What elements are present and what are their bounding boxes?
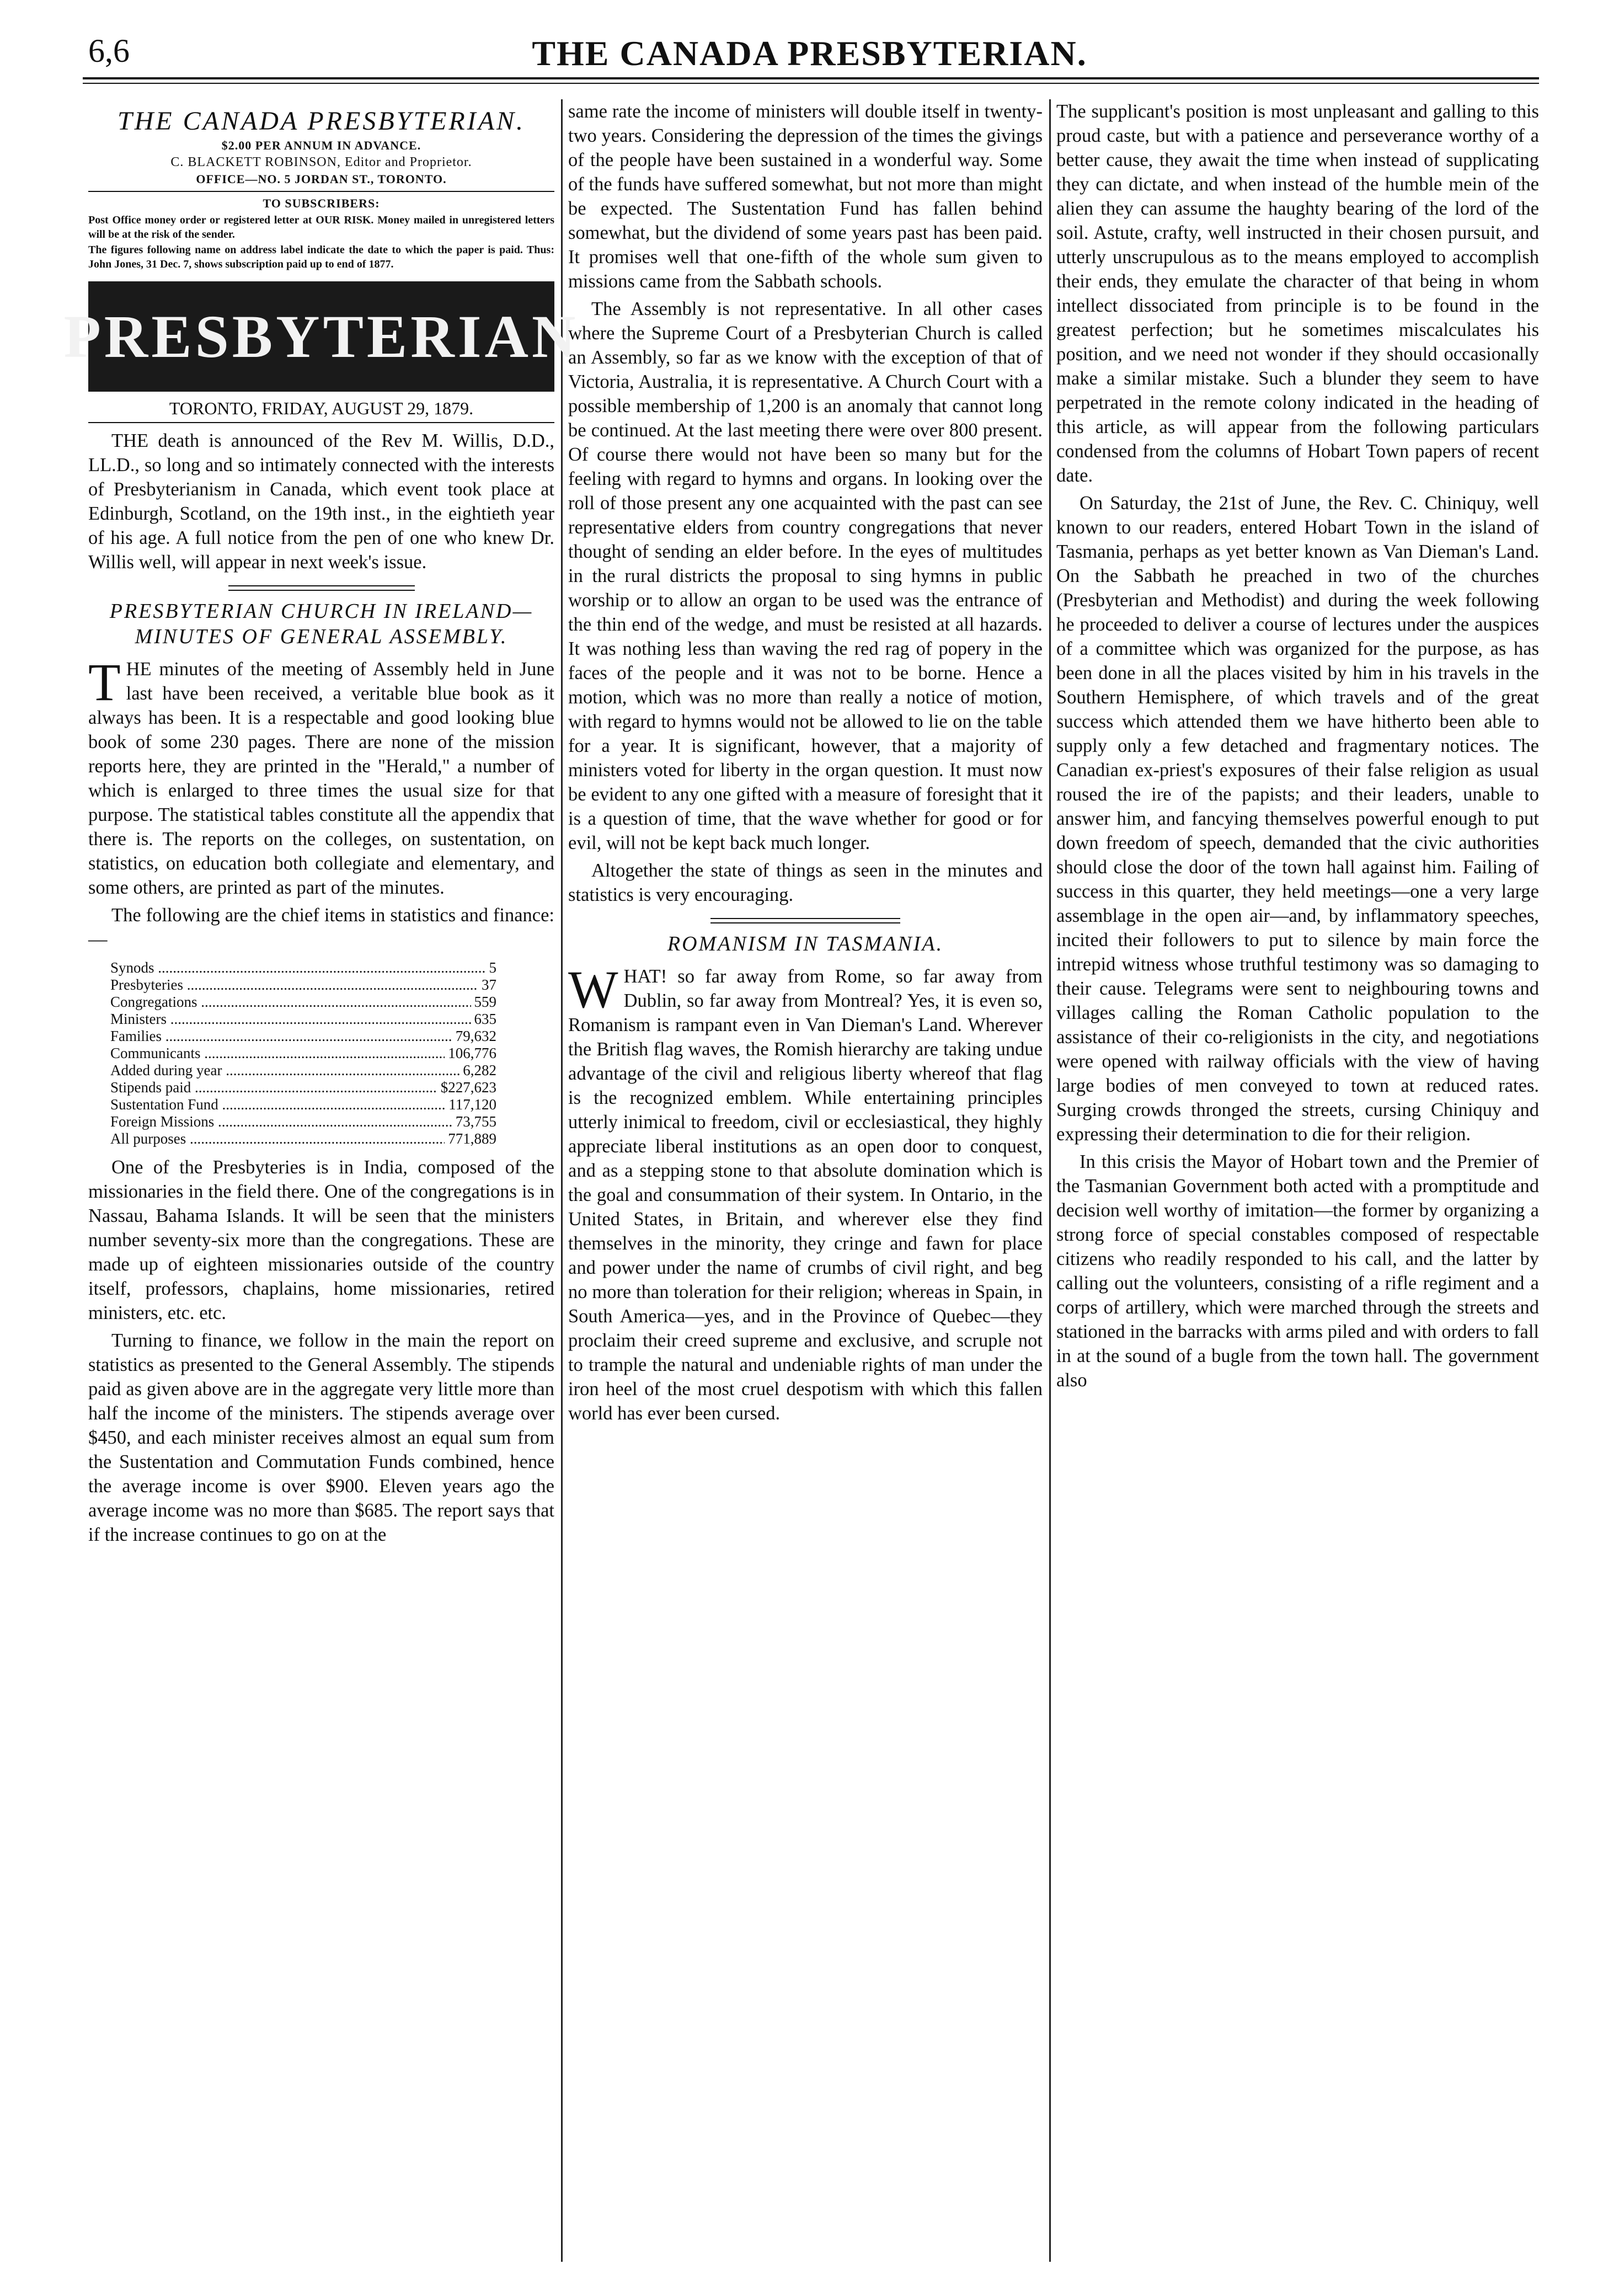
column-divider: [561, 99, 563, 2262]
stat-value: 79,632: [455, 1028, 496, 1044]
masthead-terms: $2.00 PER ANNUM IN ADVANCE.: [221, 138, 421, 152]
article-paragraph: same rate the income of ministers will double itself in twenty-two years. Considering the depression of the times the givings of the people have been sustained in a wonderful way. Some of the funds have suffered somewhat, but not more than might be expected. The Sustentation Fund has fallen behind somewhat, but the dividend of some years past has been paid. It promises well that one-fifth of the whole sum given to missions came from the Sabbath schools.: [568, 101, 1043, 292]
stat-label: Presbyteries .....: [110, 976, 478, 994]
article-paragraph: The supplicant's position is most unpleasant and galling to this proud caste, but with a patience and perseverance worthy of a better cause, they await the time when instead of supplicating they can dictate, and when instead of the humble mein of the alien they can assume the haughty bearing of the lord of the soil. Astute, crafty, well instructed in their chosen pursuit, and utterly unscrupulous as to the means employed to accomplish their ends, they emulate the character of that being in whom intellect dissociated from principle is to be found in the greatest perfection; but he sometimes miscalculates his position, and we need not wonder if they should occasionally make a similar mistake. Such a blunder they seem to have perpetrated in the remote colony indicated in the heading of this article, as will appear from the following particulars condensed from the columns of Hobart Town papers of recent date.: [1056, 101, 1539, 486]
article-title: PRESBYTERIAN CHURCH IN IRELAND—MINUTES OF GENERAL ASSEMBLY.: [109, 600, 533, 648]
stat-value: 5: [489, 959, 496, 976]
section-separator: [228, 585, 415, 591]
masthead-title: THE CANADA PRESBYTERIAN.: [117, 106, 526, 136]
stat-label: All purposes .....: [110, 1130, 445, 1147]
stat-value: 559: [474, 994, 496, 1010]
stat-row: [110, 1045, 496, 1062]
stat-value: 6,282: [463, 1062, 496, 1078]
subscribers-notice: Post Office money order or registered letter at OUR RISK. Money mailed in unregistered letters will be at the risk of the sender.: [88, 214, 554, 241]
masthead-office: OFFICE—NO. 5 JORDAN ST., TORONTO.: [196, 172, 447, 186]
header-rule-thin: [83, 83, 1539, 84]
column-1: [63, 99, 579, 1550]
stat-row: [110, 976, 496, 994]
stat-label: Congregations .....: [110, 994, 471, 1011]
masthead-rule: [88, 191, 554, 192]
stat-value: 106,776: [448, 1045, 496, 1061]
stat-row: [110, 994, 496, 1011]
stat-label: Communicants .....: [110, 1045, 445, 1062]
page-number: 6,6: [88, 33, 130, 69]
running-title: THE CANADA PRESBYTERIAN.: [532, 34, 1087, 73]
article-paragraph: The Assembly is not representative. In all other cases where the Supreme Court of a Presbyterian Church is called an Assembly, so far as we know with the exception of that of Victoria, Australia, it is representative. A Church Court with a possible membership of 1,200 is an anomaly that cannot long be continued. At the last meeting there were over 800 present. Of course there would not have been so many but for the feeling with regard to hymns and organs. In looking over the roll of those present any one acquainted with the past can see representative elders from country congregations that never thought of sending an elder before. In the eyes of multitudes in the rural districts the proposal to sing hymns in public worship or to allow an organ to be used was the entrance of the thin end of the wedge, and must be resisted at all hazards. It was nothing less than waving the red rag of popery in the faces of the people and it was not to be borne. Hence a motion, which was no more than really a notice of motion, with regard to hymns would not be allowed to lie on the table for a year. It is significant, however, that a majority of ministers voted for liberty in the organ question. It must now be evident to any one gifted with a measure of foresight that it is a question of time, that the wave whether for good or for evil, will not be kept back much longer.: [568, 298, 1043, 853]
subscribers-heading: TO SUBSCRIBERS:: [263, 196, 380, 210]
article-paragraph: Altogether the state of things as seen in the minutes and statistics is very encouraging.: [568, 860, 1043, 905]
article-paragraph: In this crisis the Mayor of Hobart town and the Premier of the Tasmanian Government both acted with a promptitude and decision well worthy of imitation—the former by organizing a strong force of special constables composed of respectable citizens who readily responded to his call, and the latter by calling out the volunteers, consisting of a rifle regiment and a corps of artillery, which were marched through the streets and stationed in the barracks with arms piled and with orders to fall in at the sound of a bugle from the town hall. The government also: [1056, 1151, 1539, 1391]
statistics-table: [110, 959, 496, 1147]
masthead-banner: [63, 281, 579, 392]
stat-label: Foreign Missions .....: [110, 1113, 452, 1130]
stat-value: 117,120: [448, 1096, 496, 1113]
article-paragraph: Turning to finance, we follow in the main the report on statistics as presented to the General Assembly. The stipends paid as given above are in the aggregate very little more than half the income of the ministers. The stipends average over $450, and each minister receives almost an equal sum from the Sustentation and Commutation Funds combined, hence the average income is over $900. Eleven years ago the average income was no more than $685. The report says that if the increase continues to go on at the: [88, 1330, 554, 1545]
column-2: [568, 99, 1043, 1429]
article-paragraph: WHAT! so far away from Rome, so far away from Dublin, so far away from Montreal? Yes, it is even so, Romanism is rampant even in Van Dieman's Land. Wherever the British flag waves, the Romish hierarchy are taking undue advantage of the civil and religious liberty whereof that flag is the recognized emblem. While entertaining principles utterly inimical to freedom, civil or ecclesiastical, they highly appreciate liberal institutions as an open door to conquest, and as a stepping stone to that absolute domination which is the goal and consummation of their system. In Ontario, in the United States, in Britain, and wherever else they find themselves in the minority, they cringe and fawn for place and power under the name of crumbs of civil right, and beg no more than toleration for their religion; whereas in Spain, in South America—yes, and in the Province of Quebec—they proclaim their creed supreme and exclusive, and scruple not to trample the natural and undeniable rights of man under the iron heel of the most cruel despotism with which this fallen world has ever been cursed.: [568, 960, 1043, 1424]
stat-value: 635: [474, 1011, 496, 1027]
stat-label: Ministers .....: [110, 1011, 471, 1028]
stat-row: [110, 1096, 496, 1113]
stat-row: [110, 1113, 496, 1130]
stat-label: Synods .....: [110, 959, 486, 976]
column-3: [1056, 99, 1539, 1396]
header-rule: [83, 77, 1539, 79]
stat-row: [110, 1028, 496, 1045]
masthead-proprietor: C. BLACKETT ROBINSON, Editor and Proprietor.: [170, 155, 472, 169]
death-notice: THE death is announced of the Rev M. Willis, D.D., LL.D., so long and so intimately connected with the interests of Presbyterianism in Canada, which event took place at Edinburgh, Scotland, on the 19th inst., in the eightieth year of his age. A full notice from the pen of one who knew Dr. Willis well, will appear in next week's issue.: [88, 430, 554, 573]
stat-value: 771,889: [448, 1130, 496, 1147]
dateline: TORONTO, FRIDAY, AUGUST 29, 1879.: [88, 398, 554, 423]
column-divider: [1049, 99, 1051, 2262]
article-paragraph: THE minutes of the meeting of Assembly held in June last have been received, a veritable blue book as it always has been. It is a respectable and good looking blue book of some 230 pages. There are none of the mission reports here, they are printed in the "Herald," a number of which is enlarged to three times the usual size for that purpose. The statistical tables constitute all the appendix that there is. The reports on the colleges, on sustentation, on statistics, on education both collegiate and elementary, and some others, are printed as part of the minutes.: [88, 653, 554, 898]
stat-value: $227,623: [440, 1079, 496, 1096]
banner-text: PRESBYTERIAN: [63, 302, 579, 370]
stat-label: Sustentation Fund .....: [110, 1096, 445, 1113]
stat-row: [110, 1079, 496, 1096]
stat-label: Added during year .....: [110, 1062, 459, 1079]
stat-row: [110, 1011, 496, 1028]
stat-row: [110, 959, 496, 976]
article-title: ROMANISM IN TASMANIA.: [667, 932, 944, 955]
stat-label: Stipends paid .....: [110, 1079, 437, 1096]
stat-label: Families .....: [110, 1028, 452, 1045]
subscribers-notice: The figures following name on address label indicate the date to which the paper is paid. Thus: John Jones, 31 Dec. 7, shows subscription paid up to end of 1877.: [88, 244, 554, 270]
stat-row: [110, 1130, 496, 1147]
article-paragraph: On Saturday, the 21st of June, the Rev. C. Chiniquy, well known to our readers, entered Hobart Town in the island of Tasmania, perhaps as yet better known as Van Dieman's Land. On the Sabbath he preached in two of the churches (Presbyterian and Methodist) and during the week following he proceeded to deliver a course of lectures under the auspices of a committee which was organized for the purpose, as has been done in all the places visited by him in his travels in the Southern Hemisphere, of which travels and of the great success which attended them we have hitherto been able to supply only a few detached and fragmentary notices. The Canadian ex-priest's exposures of their false religion as usual roused the ire of the papists; and their leaders, unable to answer him, and fancying themselves powerful enough to put down freedom of speech, demanded that the civic authorities should close the door of the town hall against him. Failing of success in this quarter, they held meetings—one a very large assemblage in the open air—and, by inflammatory speeches, incited their followers to put to silence by main force the intrepid witness whose truthful testimony was so damaging to their cause. Telegrams were sent to neighbouring towns and villages calling the Roman Catholic population to the assistance of their co-religionists in the city, and negotiations were opened with railway officials with the view of having large bodies of men conveyed to town at reduced rates. Surging crowds thronged the streets, cursing Chiniquy and expressing their determination to die for their religion.: [1056, 493, 1539, 1145]
stat-value: 73,755: [455, 1113, 496, 1130]
stat-value: 37: [482, 976, 496, 993]
section-separator: [710, 918, 900, 923]
article-paragraph: The following are the chief items in statistics and finance:—: [88, 905, 554, 950]
article-paragraph: One of the Presbyteries is in India, composed of the missionaries in the field there. One of the congregations is in Nassau, Bahama Islands. It will be seen that the ministers number seventy-six more than the congregations. These are made up of eighteen missionaries outside of the country itself, professors, chaplains, home missionaries, retired ministers, etc. etc.: [88, 1157, 554, 1323]
stat-row: [110, 1062, 496, 1079]
